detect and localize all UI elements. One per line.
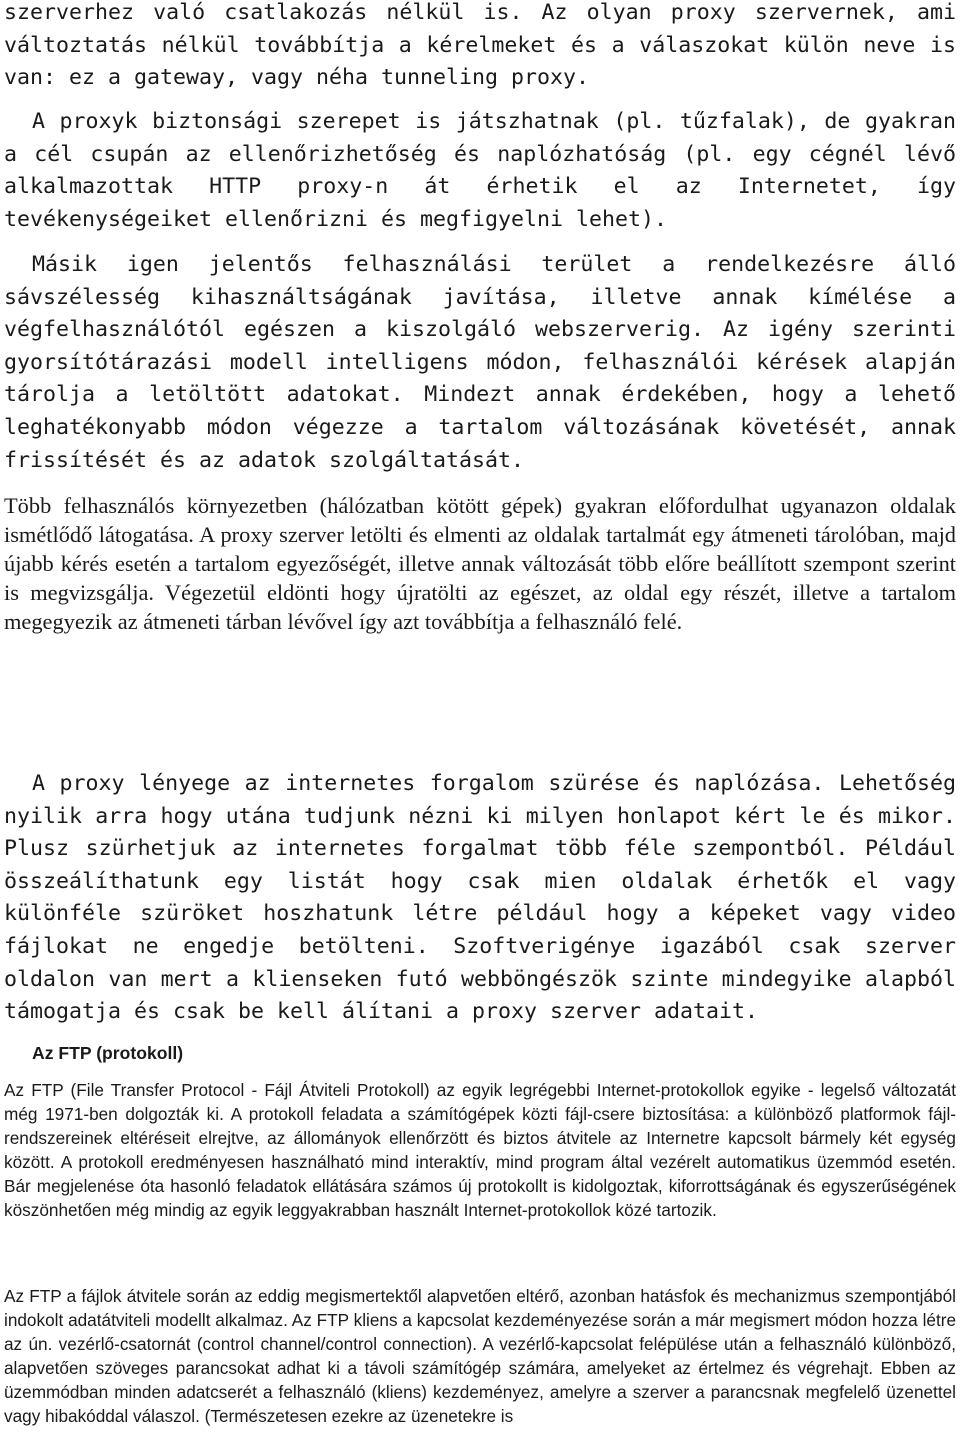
paragraph-bandwidth: Másik igen jelentős felhasználási terület a rendelkezésre álló sávszélesség kihasználtságának javítása, illetve annak kímélése a végfelhasználótól egészen a kiszolgáló webszerverig. Az igény szerinti gyorsítótárazási modell intelligens módon, felhasználói kérések alapján tárolja a letöltött adatokat. Mindezt annak érdekében, hogy a lehető leghatékonyabb módon végezze a tartalom változásának követését, annak frissítését és az adatok szolgáltatását. [4, 252, 956, 473]
paragraph-multiuser: Több felhasználós környezetben (hálózatban kötött gépek) gyakran előfordulhat ugyanazon oldalak ismétlődő látogatása. A proxy szerver letölti és elmenti az oldalak tartalmát egy átmeneti tárolóban, majd újabb kérés esetén a tartalom egyezőségét, illetve annak változását több előre beállított szempont szerint is megvizsgálja. Végezetül eldönti hogy újratölti az egészet, az oldal egy részét, illetve a tartalom megegyezik az átmeneti tárban lévővel így azt továbbítja a felhasználó felé. [4, 493, 956, 634]
paragraph-ftp-model: Az FTP a fájlok átvitele során az eddig megismertektől alapvetően eltérő, azonban hatásfok és mechanizmus szempontjából indokolt adatátviteli modellt alkalmaz. Az FTP kliens a kapcsolat kezdeményezése során a már megismert módon hozza létre az ún. vezérlő-csatornát (control channel/control connection). A vezérlő-kapcsolat felépülése után a felhasználó különböző, alapvetően szöveges parancsokat adhat ki a távoli számítógép számára, amelyeket az értelmez és végrehajt. Ebben az üzemmódban minden adatcserét a felhasználó (kliens) kezdeményez, amelyre a szerver a parancsnak megfelelő üzenettel vagy hibakóddal válaszol. (Természetesen ezekre az üzenetekre is [4, 1286, 956, 1427]
section-heading-ftp: Az FTP (protokoll) [32, 1043, 184, 1063]
paragraph-ftp-intro: Az FTP (File Transfer Protocol - Fájl Átviteli Protokoll) az egyik legrégebbi Internet-protokollok egyike - legelső változatát még 1971-ben dolgozták ki. A protokoll feladata a számítógépek közti fájl-csere biztosítása: a különböző platformok fájl-rendszereinek eltéréseit elrejtve, az állományok ellenőrzött és biztos átvitele az Internetre kapcsolt bármely két egység között. A protokoll eredményesen használható mind interaktív, mind program által vezérelt automatikus üzemmód esetén. Bár megjelenése óta hasonló feladatok ellátására számos új protokollt is kidolgoztak, kiforrottságának és egyszerűségének köszönhetően még mindig az egyik leggyakrabban használt Internet-protokollok közé tartozik. [4, 1080, 956, 1221]
paragraph-security: A proxyk biztonsági szerepet is játszhatnak (pl. tűzfalak), de gyakran a cél csupán az ellenőrizhetőség és naplózhatóság (pl. egy cégnél lévő alkalmazottak HTTP proxy-n át érhetik el az Internetet, így tevékenységeiket ellenőrizni és megfigyelni lehet). [4, 109, 956, 232]
paragraph-gateway: szerverhez való csatlakozás nélkül is. Az olyan proxy szervernek, ami változtatás nélkül továbbítja a kérelmeket és a válaszokat külön neve is van: ez a gateway, vagy néha tunneling proxy. [4, 0, 956, 91]
paragraph-proxy-essence: A proxy lényege az internetes forgalom szürése és naplózása. Lehetőség nyilik arra hogy utána tudjunk nézni ki milyen honlapot kért le és mikor. Plusz szürhetjuk az internetes forgalmat több féle szempontból. Például összeálíthatunk egy listát hogy csak mien oldalak érhetők el vagy különféle szüröket hoszhatunk létre például hogy a képeket vagy video fájlokat ne engedje betölteni. Szoftverigénye igazából csak szerver oldalon van mert a klienseken futó webböngészök szinte mindegyike alapból támogatja és csak be kell álítani a proxy szerver adatait. [4, 771, 956, 1025]
